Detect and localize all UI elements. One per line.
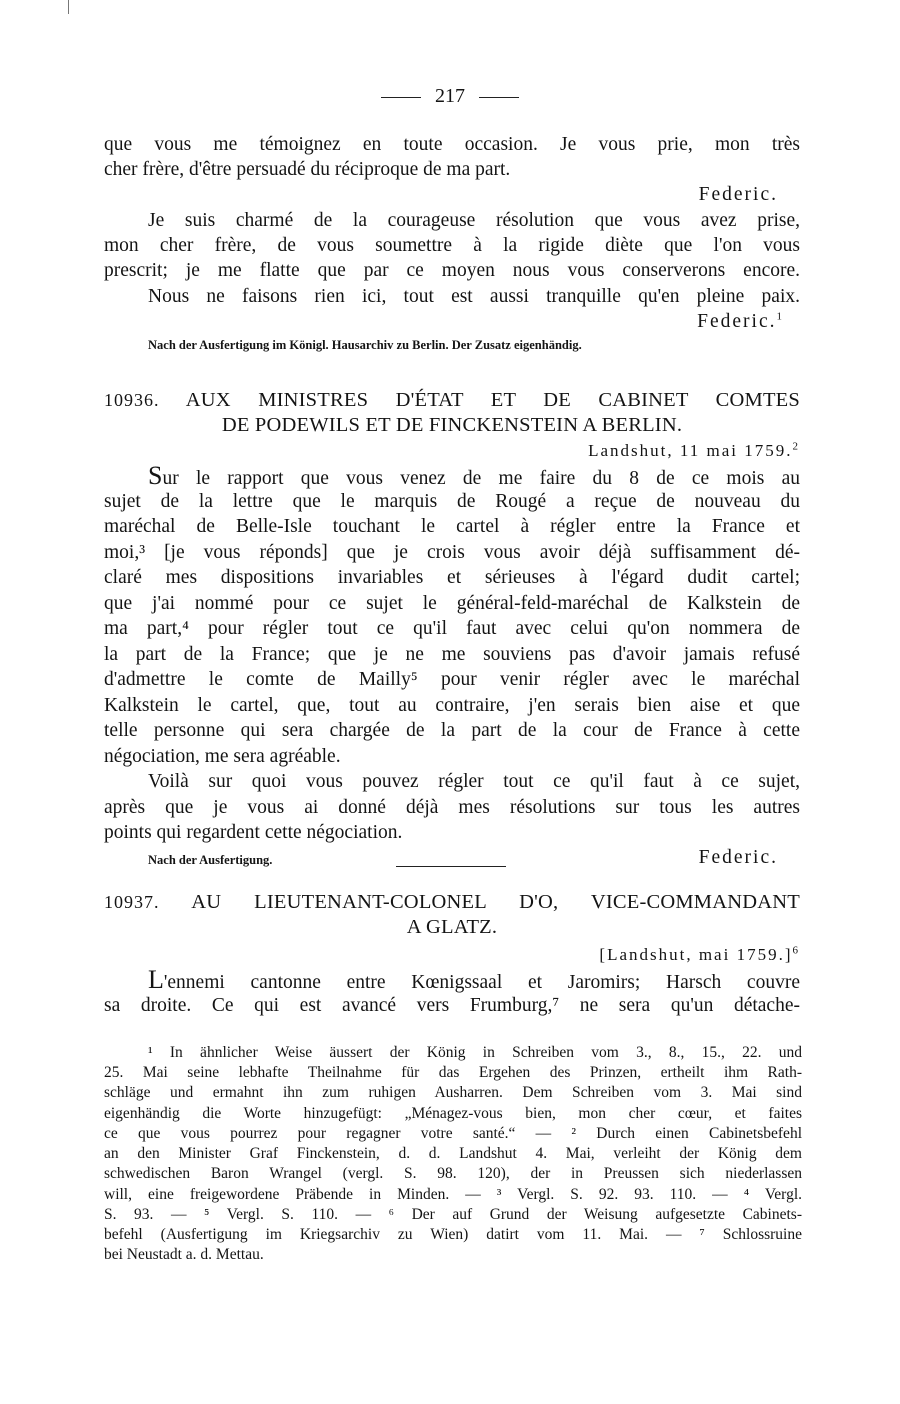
postscript-line-1: Je suis charmé de la courageuse résolution que vous avez prise,: [148, 210, 800, 231]
dateline-10937-text: [Landshut, mai 1759.]: [599, 945, 793, 964]
footnote-line-1: ¹ In ähnlicher Weise äussert der König in Schreiben vom 3., 8., 15., 22. und: [148, 1044, 802, 1061]
letter-10936-line-6: que j'ai nommé pour ce sujet le général-feld-maréchal de Kalkstein de: [104, 593, 800, 614]
letter-10936-line-3: maréchal de Belle-Isle touchant le cartel à régler entre la France et: [104, 516, 800, 537]
footnote-line-7: schwedischen Baron Wrangel (vergl. S. 98. 120), der in Preussen sich niederlassen: [104, 1165, 802, 1182]
letter-title-10936-line-1: AUX MINISTRES D'ÉTAT ET DE CABINET COMTES: [185, 389, 800, 411]
page-number: 217: [435, 85, 465, 107]
letter-10936-line-2: sujet de la lettre que le marquis de Rougé a reçue de nouveau du: [104, 491, 800, 512]
letter-heading-10937: [104, 890, 800, 915]
footnote-line-11: bei Neustadt a. d. Mettau.: [104, 1246, 264, 1263]
footnote-marker-6: 6: [792, 944, 800, 957]
footnote-line-2: 25. Mai seine lebhafte Theilnahme für das Ergehen des Prinzen, ertheilt ihm Rath-: [104, 1064, 802, 1081]
header-dash-left: [381, 97, 421, 98]
footnote-marker-1: 1: [776, 310, 784, 323]
letter-10936-line-5: claré mes dispositions invariables et sérieuses à l'égard dudit cartel;: [104, 567, 800, 588]
letter-title-10937-line-2: A GLATZ.: [406, 916, 498, 938]
letter-10936-line-15: points qui regardent cette négociation.: [104, 822, 403, 843]
footnote-line-9: S. 93. — ⁵ Vergl. S. 110. — ⁶ Der auf Grund der Weisung aufgesetzte Cabinets-: [104, 1206, 802, 1223]
letter-10936-line-4: moi,³ [je vous réponds] que je crois vous avoir déjà suffisamment dé-: [104, 542, 800, 563]
footnote-line-6: an den Minister Graf Finckenstein, d. d. Landshut 4. Mai, verleiht der König dem: [104, 1145, 802, 1162]
footnote-line-4: eigenhändig die Worte hinzugefügt: „Ménagez-vous bien, mon cher cœur, et faites: [104, 1105, 802, 1122]
postscript-line-3: prescrit; je me flatte que par ce moyen nous vous conserverons encore.: [104, 260, 800, 281]
letter-10936-line-9: d'admettre le comte de Mailly⁵ pour venir régler avec le maréchal: [104, 669, 800, 690]
closing-line-2: cher frère, d'être persuadé du réciproque de ma part.: [104, 159, 511, 180]
dateline-10937: [104, 942, 800, 968]
footnote-line-5: ce que vous pourrez pour regagner votre santé.“ — ² Durch einen Cabinetsbefehl: [104, 1125, 802, 1142]
signature-2-text: Federic.: [697, 311, 777, 332]
footnote-marker-2: 2: [792, 440, 800, 453]
letter-10936-line-14: après que je vous ai donné déjà mes résolutions sur tous les autres: [104, 797, 800, 818]
letter-number-10936: 10936.: [104, 390, 160, 410]
letter-10936-line-1: [104, 463, 800, 492]
signature-1: Federic.: [698, 184, 778, 205]
letter-10936-line-12: négociation, me sera agréable.: [104, 746, 341, 767]
letter-10936-line-8: la part de la France; que je ne me souviens pas d'avoir jamais refusé: [104, 644, 800, 665]
letter-title-10936-line-2: DE PODEWILS ET DE FINCKENSTEIN A BERLIN.: [221, 414, 683, 436]
postscript-line-4: Nous ne faisons rien ici, tout est aussi tranquille qu'en pleine paix.: [148, 286, 800, 307]
drop-initial-10936: S: [148, 461, 163, 490]
letter-number-10937: 10937.: [104, 892, 160, 912]
letter-10937-line-1: [104, 967, 800, 996]
footnote-line-3: schläge und ermahnt ihn zum ruhigen Ausharren. Dem Schreiben vom 3. Mai sind: [104, 1084, 802, 1101]
source-note-2: Nach der Ausfertigung.: [148, 853, 273, 867]
header-dash-right: [479, 97, 519, 98]
letter-10936-line-7: ma part,⁴ pour régler tout ce qu'il faut avec celui qu'on nommera de: [104, 618, 800, 639]
letter-10937-first-text: 'ennemi cantonne entre Kœnigssaal et Jaromirs; Harsch couvre: [163, 972, 800, 993]
letter-10937-line-2: sa droite. Ce qui est avancé vers Frumburg,⁷ ne sera qu'un détache-: [104, 995, 800, 1016]
letter-10936-line-11: telle personne qui sera chargée de la part de la cour de France à cette: [104, 720, 800, 741]
letter-title-10937-line-1: AU LIEUTENANT-COLONEL D'O, VICE-COMMANDANT: [191, 891, 800, 913]
letter-10936-line-13: Voilà sur quoi vous pouvez régler tout ce qu'il faut à ce sujet,: [148, 771, 800, 792]
letter-10936-first-text: ur le rapport que vous venez de me faire du 8 de ce mois au: [162, 468, 800, 489]
scan-mark: [68, 0, 69, 14]
dateline-10936-text: Landshut, 11 mai 1759.: [588, 441, 793, 460]
signature-2: [104, 309, 784, 335]
signature-10936: Federic.: [698, 847, 778, 868]
postscript-line-2: mon cher frère, de vous soumettre à la rigide diète que l'on vous: [104, 235, 800, 256]
letter-heading-10936: [104, 388, 800, 413]
page-header: [0, 84, 900, 108]
source-note-1: Nach der Ausfertigung im Königl. Hausarchiv zu Berlin. Der Zusatz eigenhändig.: [148, 338, 582, 352]
footnote-line-8: will, eine freigewordene Präbende in Minden. — ³ Vergl. S. 92. 93. 110. — ⁴ Vergl.: [104, 1186, 802, 1203]
letter-10936-line-10: Kalkstein le cartel, que, tout au contraire, j'en serais bien aise et que: [104, 695, 800, 716]
closing-line-1: que vous me témoignez en toute occasion. Je vous prie, mon très: [104, 134, 800, 155]
drop-initial-10937: L: [148, 965, 164, 994]
dateline-10936: [104, 438, 800, 464]
footnote-line-10: befehl (Ausfertigung im Kriegsarchiv zu Wien) datirt vom 11. Mai. — ⁷ Schlossruine: [104, 1226, 802, 1243]
